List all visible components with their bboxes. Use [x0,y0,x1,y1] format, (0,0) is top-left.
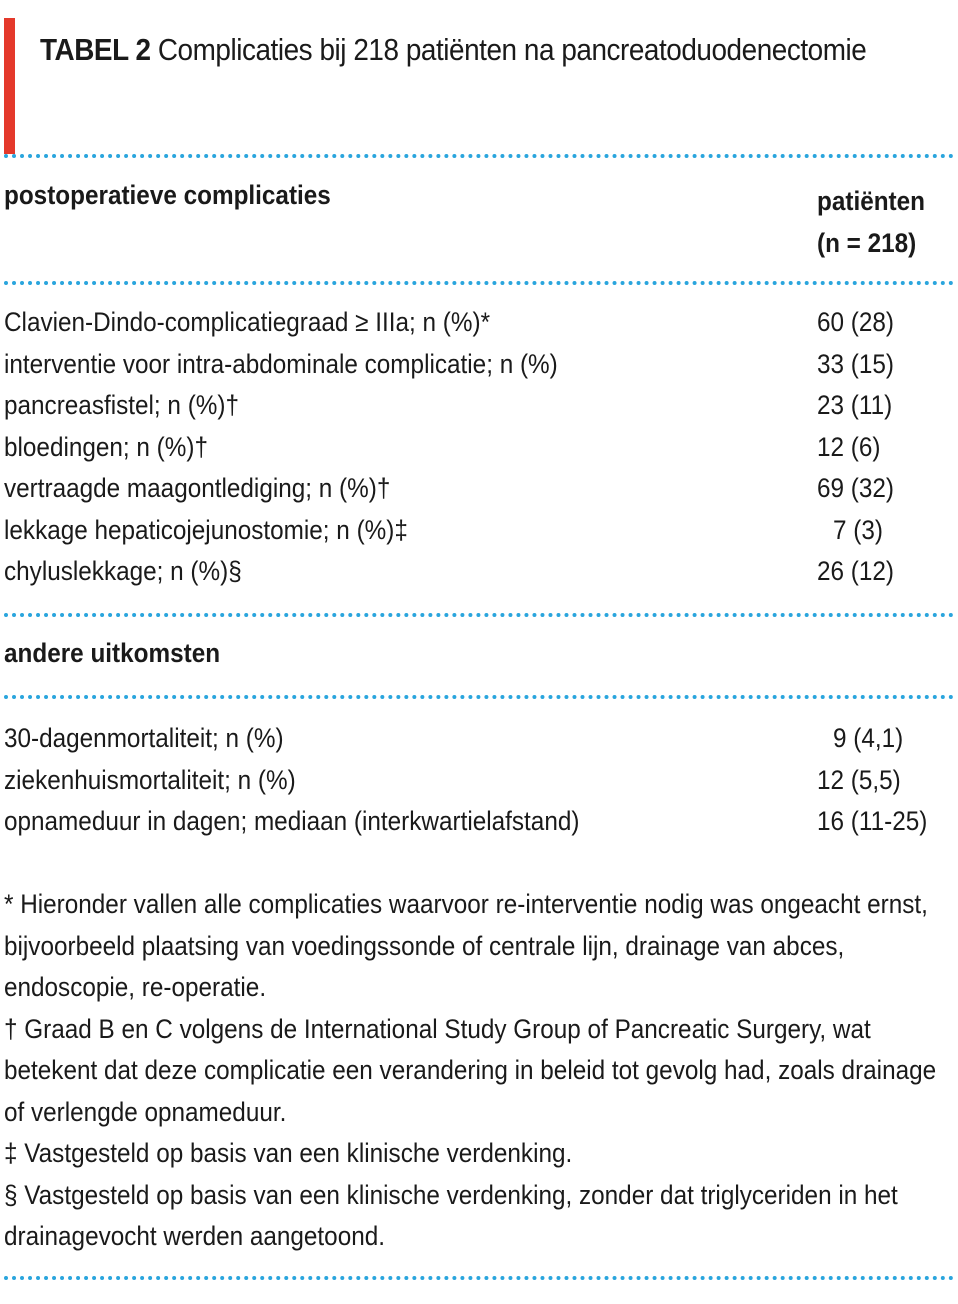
column-header-patients [817,180,925,264]
table-row [4,720,954,756]
row-label: bloedingen; n (%)† [4,431,208,462]
table-row [4,387,954,423]
table-row [4,429,954,465]
row-value: 69 (32) [817,473,895,503]
row-value: 9 (4,1) [833,723,904,753]
divider-bottom [4,1276,954,1280]
divider-section [4,613,954,617]
divider-top [4,154,954,158]
divider-other [4,695,954,699]
column-header-complications: postoperatieve complicaties [4,180,331,210]
row-value: 12 (5,5) [817,764,901,795]
row-label: 30-dagenmortaliteit; n (%) [4,723,284,753]
table-caption: Complicaties bij 218 patiënten na pancreatoduodenectomie [157,32,867,67]
footnote-section: § Vastgesteld op basis van een klinische verdenking, zonder dat triglyceriden in het drainagevocht werden aangetoond. [4,1179,898,1251]
divider-header [4,281,954,285]
table-row [4,553,954,589]
footnote-double-dagger: ‡ Vastgesteld op basis van een klinische verdenking. [4,1138,573,1168]
column-header-patients-line1: patiënten [817,186,926,216]
row-label: lekkage hepaticojejunostomie; n (%)‡ [4,514,408,545]
row-value: 7 (3) [833,514,883,545]
row-value: 23 (11) [817,390,893,420]
row-label: chyluslekkage; n (%)§ [4,556,242,586]
row-value: 12 (6) [817,431,881,462]
row-label: ziekenhuismortaliteit; n (%) [4,764,296,795]
table-row [4,803,954,839]
table-row [4,512,954,548]
table-row [4,470,954,506]
row-label: opnameduur in dagen; mediaan (interkwartielafstand) [4,806,580,836]
title-accent-bar [4,18,15,154]
column-header-patients-line2: (n = 218) [817,228,917,258]
row-label: vertraagde maagontlediging; n (%)† [4,473,391,503]
row-value: 33 (15) [817,348,895,379]
footnote-dagger: † Graad B en C volgens de International Study Group of Pancreatic Surgery, wat betekent dat deze complicatie een verandering in beleid tot gevolg had, zoals drainage of verlengde opnameduur. [4,1013,937,1127]
footnote-asterisk: * Hieronder vallen alle complicaties waarvoor re-interventie nodig was ongeacht ernst, bijvoorbeeld plaatsing van voedingssonde of centrale lijn, drainage van abces, endoscopie, re-operatie. [4,889,928,1002]
table-title [40,32,866,68]
row-value: 26 (12) [817,556,895,586]
table-row [4,346,954,382]
table-row [4,762,954,798]
row-label: Clavien-Dindo-complicatiegraad ≥ IIIa; n (%)* [4,307,491,337]
table-row [4,304,954,340]
row-label: pancreasfistel; n (%)† [4,390,240,420]
footnotes [4,884,945,1258]
row-value: 16 (11-25) [817,806,928,836]
row-value: 60 (28) [817,307,895,337]
section-heading-other-outcomes: andere uitkomsten [4,638,221,668]
table-number: TABEL 2 [40,32,151,67]
row-label: interventie voor intra-abdominale complicatie; n (%) [4,348,558,379]
